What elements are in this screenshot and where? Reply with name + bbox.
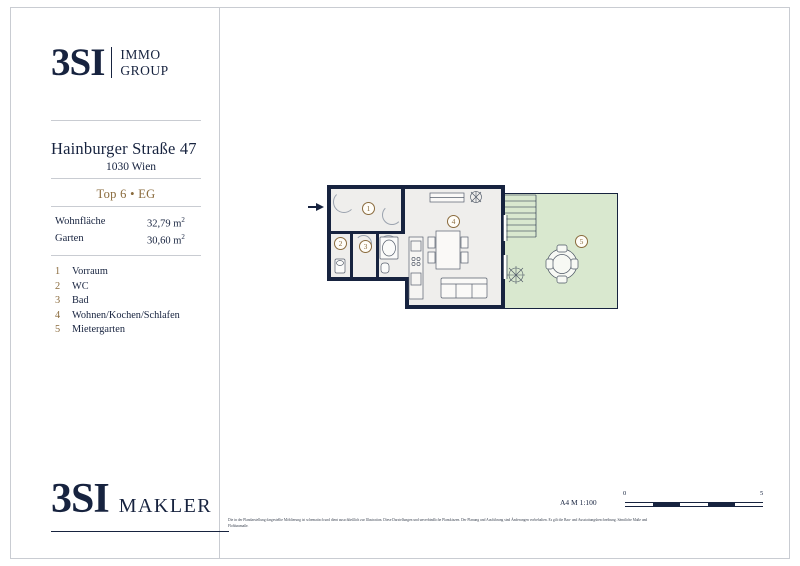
logo-subtitle-line2: GROUP <box>120 62 169 78</box>
scale-end-label: 5 <box>760 490 764 497</box>
area-label: Garten <box>55 232 84 244</box>
area-value: 32,79 $m^2$ <box>147 216 185 230</box>
info-column <box>11 8 220 558</box>
divider-top <box>51 120 201 121</box>
logo-wordmark: 3SI <box>51 41 105 84</box>
divider-logo-bottom <box>51 531 229 532</box>
unit-label: Top 6 • EG <box>96 187 156 201</box>
room-badge-3: 3 <box>359 240 372 253</box>
legend-label: Vorraum <box>72 266 108 277</box>
scale-label: A4 M 1:100 <box>560 498 597 507</box>
scale-segment <box>625 502 653 507</box>
scale-bar <box>625 502 763 507</box>
legend-number: 2 <box>55 280 61 292</box>
divider-legend <box>51 255 201 256</box>
list-item <box>55 324 220 335</box>
area-row <box>55 233 205 247</box>
legend-label: Wohnen/Kochen/Schlafen <box>72 309 180 321</box>
divider-unit-top <box>51 178 201 179</box>
list-item <box>55 281 220 292</box>
logo-makler-suffix: MAKLER <box>118 495 213 517</box>
list-item <box>55 295 220 306</box>
legend-label: Mietergarten <box>72 324 125 336</box>
legend-number: 5 <box>55 324 61 336</box>
kitchen-fixtures <box>300 175 740 335</box>
room-badge-2: 2 <box>334 237 347 250</box>
area-value: 30,60 $m^2$ <box>147 232 185 246</box>
area-row <box>55 216 205 230</box>
scale-start-label: 0 <box>623 490 627 497</box>
legend-label: Bad <box>72 295 89 307</box>
logo-makler <box>51 478 212 520</box>
room-legend <box>55 266 220 339</box>
list-item <box>55 266 220 277</box>
logo-makler-wordmark: 3SI <box>51 476 109 522</box>
scale-segment <box>708 502 736 507</box>
list-item <box>55 310 220 321</box>
city-label: 1030 Wien <box>105 161 157 173</box>
disclaimer-text: Die in der Plandarstellung dargestellte Möblierung ist schematisch und dient ausschließlich zur Illustration. Diese Darstellungen und unverbindliche Planskizzen. Der Planung und Ausführung sind Änderungen vorbehalten. Es gilt die Bau- und Ausstattungsbeschreibung. Sämtliche Maße und Flohbaumaße. <box>228 518 648 528</box>
legend-label: WC <box>72 280 89 292</box>
room-badge-4: 4 <box>447 215 460 228</box>
scale-segment <box>653 502 681 507</box>
scale-segment <box>735 502 763 507</box>
room-badge-1: 1 <box>362 202 375 215</box>
legend-number: 1 <box>55 266 61 277</box>
legend-number: 4 <box>55 309 61 321</box>
logo-immo-group <box>51 43 169 82</box>
floor-plan <box>300 175 740 335</box>
page-title: Hainburger Straße 47 <box>51 139 197 158</box>
logo-subtitle-line1: IMMO <box>120 46 161 62</box>
legend-number: 3 <box>55 295 61 307</box>
area-label: Wohnfläche <box>55 216 106 227</box>
divider-unit-bottom <box>51 206 201 207</box>
area-table <box>55 216 205 249</box>
room-badge-5: 5 <box>575 235 588 248</box>
logo-subtitle <box>111 47 168 79</box>
scale-segment <box>680 502 708 507</box>
